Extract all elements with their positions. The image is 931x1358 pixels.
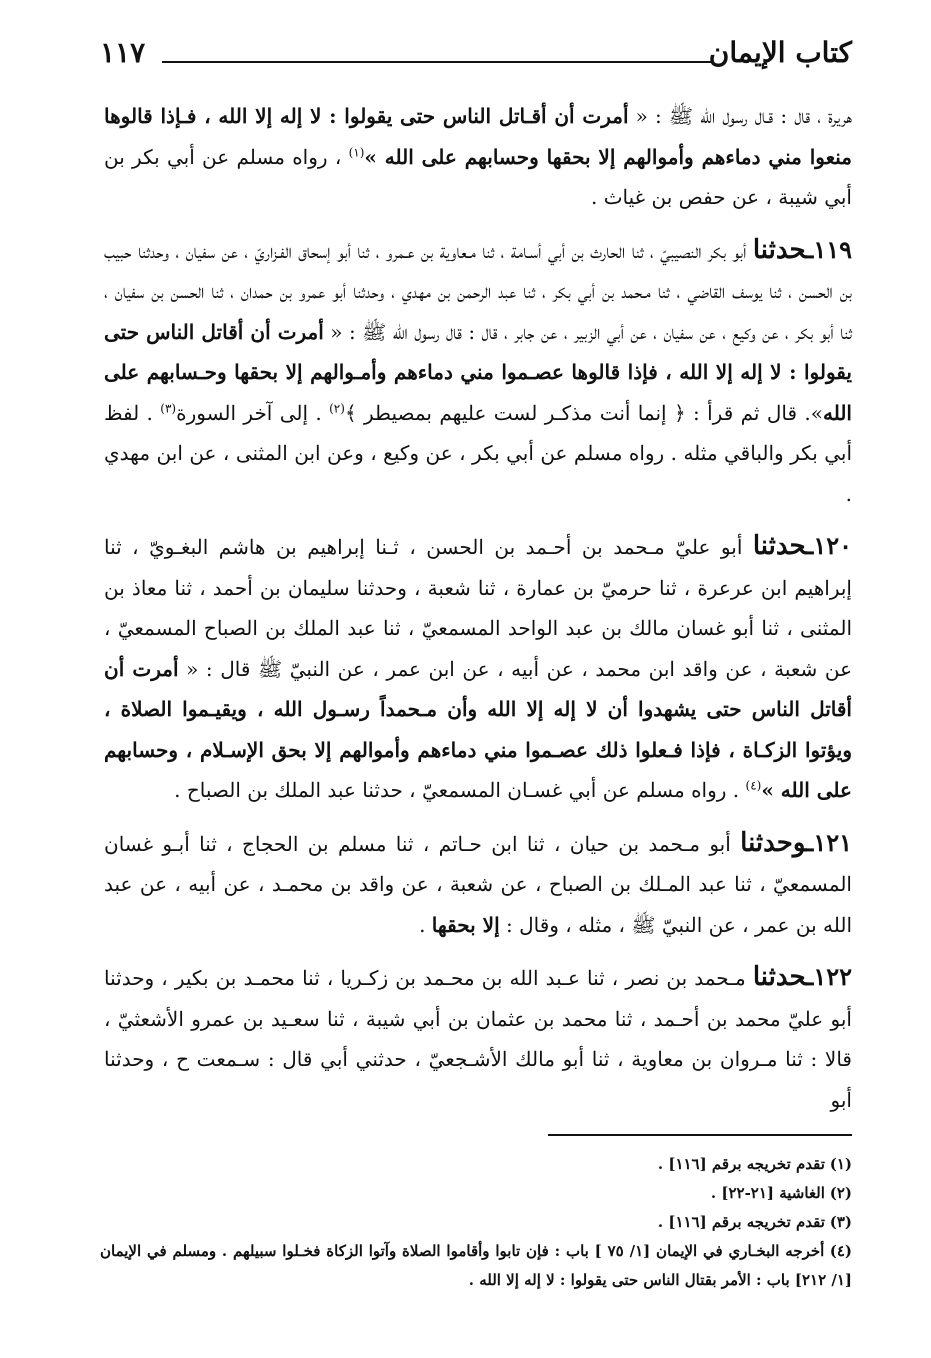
footnote-text: تقدم تخريجه برقم [١١٦] . [657,1155,825,1173]
hadith-number-119: ١١٩ـ [806,234,852,264]
hadith-119 [104,230,852,515]
footnote-1 [100,1150,852,1179]
page-number: ١١٧ [100,36,146,69]
intro-hadith-text: أمرت أن أقـاتل الناس حتى يقولوا : لا إله إلا الله ، فـإذا قالوها منعوا مني دماءهم وأموالهم إلا بحقها وحسابهم على الله » [104,104,852,169]
footnote-ref-2: (٢) [329,400,345,415]
hadith-119-matn: أمرت أن أقاتل الناس حتى يقولوا : لا إله إلا الله ، فإذا قالوها عصـموا مني دماءهم وأمـوالهم إلا بحقها وحـسابهم على الله [104,319,852,425]
hadith-121-text-1: أبو مـحمد بن حيان ، ثنا ابن حـاتم ، ثنا مسلم بن الحجاج ، ثنا أبـو غسان المسمعيّ ، ثنا عبد المـلك بن الصباح ، عن شعبة ، عن واقد بن محمـد ، عن أبيه ، عن عبد الله بن عمر ، عن النبيّ ﷺ ، مثله ، وقال : [104,831,852,937]
book-title: كتاب الإيمان [708,36,852,69]
header-rule [162,61,712,63]
hadith-119-text-1: أبو بكر النصيبيّ ، ثنا الحارث بن أبي أسـامة ، ثنا مـعاوية بن عـمرو ، ثنا أبو إسحاق الفـزاريّ ، عن سفيان ، وحدثنا حبيب بن الحسن ، ثنا يوسف القاضي ، ثنا مـحمد بن أبي بكر ، ثنا عبد الرحمن بن مهدي ، وحدثنا أبو عمرو بن حمدان ، ثنا الحسن بن سفيان ، ثنا أبو بكر ، عن وكيع ، عن سفيان ، عن أبي الزبير ، عن جابر ، قال : قال رسول الله ﷺ : « [104,238,852,344]
footnote-number: (١) [829,1155,852,1173]
hadith-keyword-120: حدثنا [752,531,807,561]
hadith-122 [104,957,852,1120]
hadith-120-matn: أمرت أن أقاتل الناس حتى يشهدوا أن لا إله إلا الله وأن مـحمداً رسـول الله ، ويقيـموا الصلاة ، ويؤتوا الزكـاة ، فإذا فـعلوا ذلك عصـموا مني دماءهم وأموالهم إلا بحق الإسـلام ، وحسابهم على الله » [104,656,852,802]
footnote-text: أخرجه البخـاري في الإيمان [١/ ٧٥ ] باب : فإن تابوا وأقاموا الصلاة وآتوا الزكاة فخـلوا سبيلهم . ومسلم في الإيمان [١/ ٢١٢] باب : الأمر بقتال الناس حتى يقولوا : لا إله إلا الله . [100,1242,852,1289]
footnote-ref-1: (١) [348,144,365,159]
hadith-120-text-1: أبو عليّ مـحمد بن أحـمد بن الحسن ، ثـنا إبراهيم بن هاشم البغـويّ ، ثنا إبراهيم ابن عرعرة ، ثنا حرميّ بن عمارة ، ثنا شعبة ، وحدثنا سليمان بن أحمد ، ثنا معاذ بن المثنى ، ثنا أبو غسان مالك بن عبد الواحد المسمعيّ ، ثنا عبد الملك بن الصباح المسمعيّ ، عن شعبة ، عن واقد ابن محمد ، عن أبيه ، عن ابن عمر ، عن النبيّ ﷺ قال : « [104,535,853,681]
footnote-number: (٢) [829,1184,852,1202]
hadith-keyword-119: حدثنا [752,234,807,265]
footnote-number: (٣) [829,1213,852,1231]
intro-text-2: ، رواه مسلم عن أبي بكر بن أبي شيبة ، عن حفص بن غياث . [104,144,852,209]
hadith-122-text-1: مـحمد بن نصر ، ثنا عـبد الله بن محـمد بن زكـريا ، ثنا محمـد بن بكير ، وحدثنا أبو عليّ محمد بن أحـمد ، ثنا محمد بن عثمان بن أبي شيبة ، ثنا سعـيد بن عمرو الأشعثيّ ، قالا : ثنا مـروان بن معاوية ، ثنا أبو مالك الأشـجعيّ ، حدثني أبي قال : سـمعت ح ، وحدثنا أبو [104,966,852,1112]
hadith-120-text-2: . رواه مسلم عن أبي غسـان المسمعيّ ، حدثنا عبد الملك بن الصباح . [174,778,746,802]
hadith-121-matn: إلا بحقها [431,912,500,937]
hadith-120 [104,526,852,811]
hadith-119-text-2: ». قال ثم قرأ : ﴿ إنما أنت مذكـر لست عليهم بمصيطر ﴾ [344,400,823,425]
hadith-119-text-4: . لفظ أبي بكر والباقي مثله . رواه مسلم عن أبي بكر ، عن وكيع ، وعن ابن المثنى ، عن ابن مهدي . [104,400,852,506]
hadith-121-text-2: . [419,912,432,937]
hadith-119-text-3: . إلى آخر السورة [176,400,330,425]
hadith-number-120: ١٢٠ـ [806,531,852,560]
main-text [104,96,852,1132]
footnote-ref-4: (٤) [745,778,762,793]
footnote-3 [100,1208,852,1237]
footnote-number: (٤) [829,1242,852,1260]
footnote-text: الغاشية [٢١-٢٢] . [710,1184,825,1202]
hadith-121 [104,823,852,946]
hadith-keyword-122: حدثنا [752,962,807,992]
intro-text-1: هريرة ، قال : قـال رسول الله ﷺ : « [628,104,852,128]
hadith-number-122: ١٢٢ـ [806,962,852,991]
footnote-4 [100,1237,852,1295]
footnotes [100,1150,852,1295]
footnote-ref-3: (٣) [160,400,177,415]
hadith-keyword-121: وحدثنا [740,827,807,858]
intro-paragraph [104,96,852,218]
page-header [100,34,852,80]
footnote-separator [548,1134,852,1136]
footnote-text: تقدم تخريجه برقم [١١٦] . [657,1213,825,1231]
footnote-2 [100,1179,852,1208]
hadith-number-121: ١٢١ـ [806,827,852,857]
